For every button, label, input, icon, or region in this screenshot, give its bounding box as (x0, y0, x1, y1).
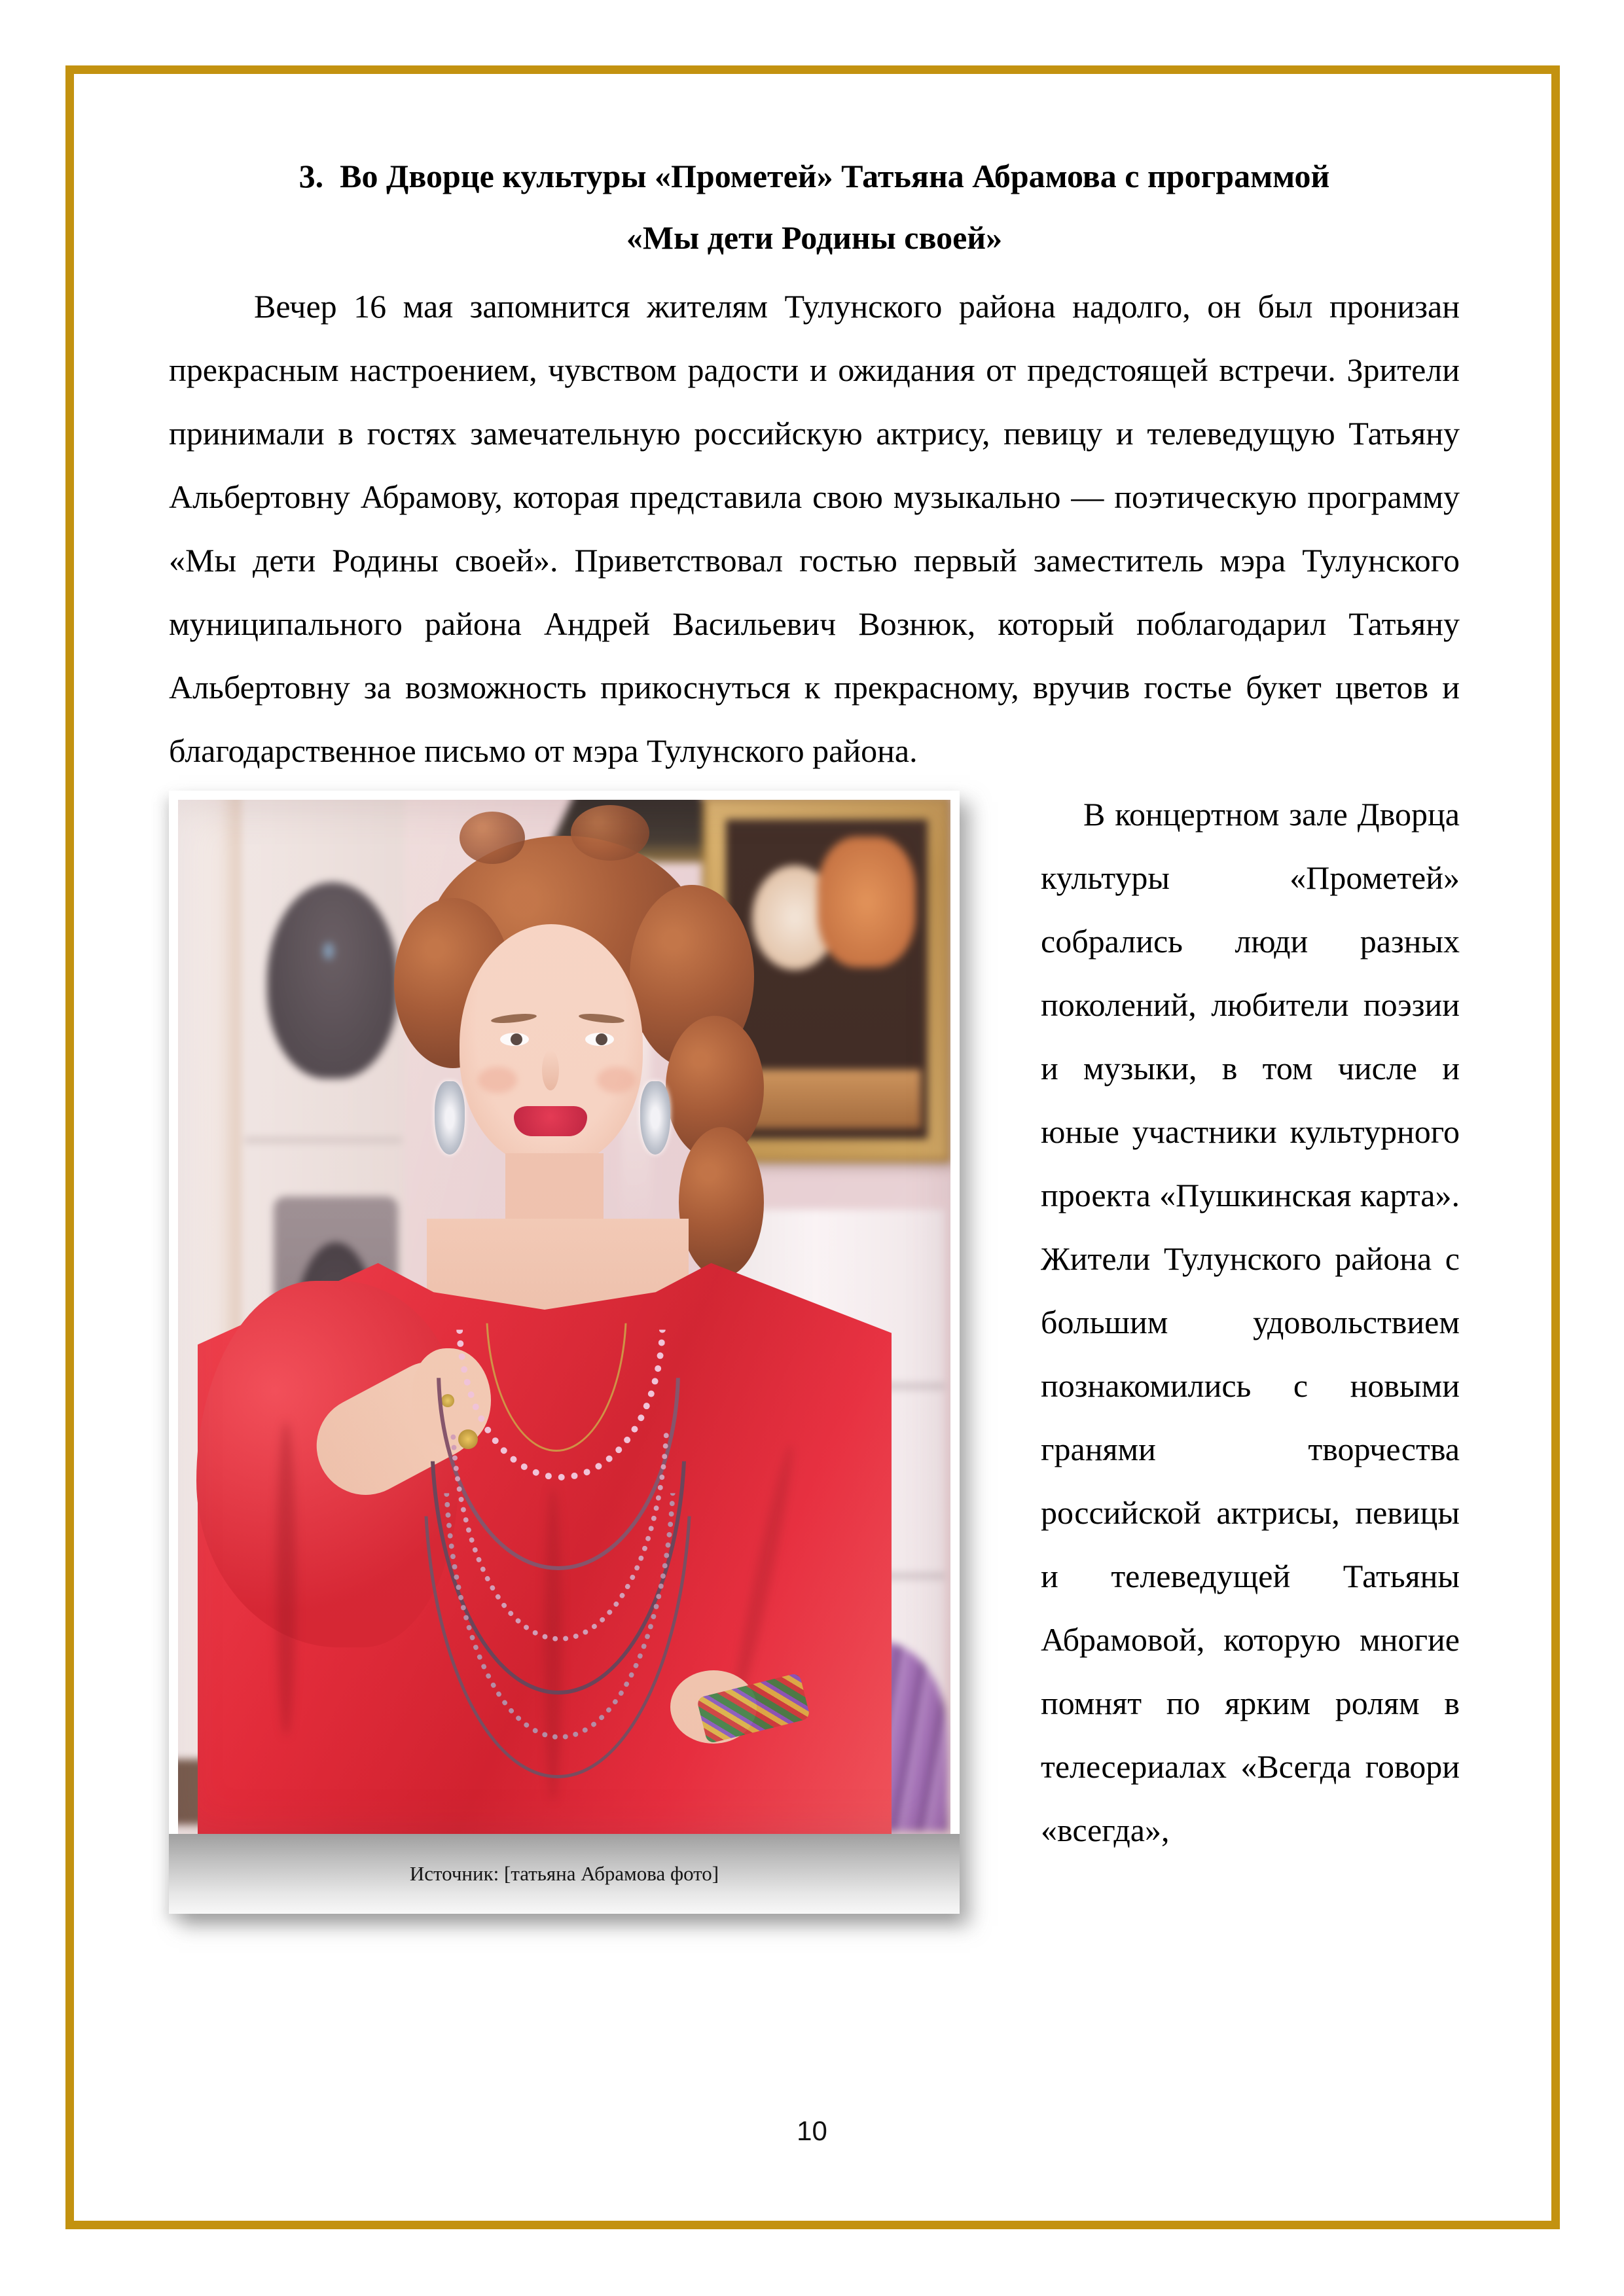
photo-caption-strip (169, 1834, 960, 1914)
paragraph-1-text: Вечер 16 мая запомнится жителям Тулунского района надолго, он был пронизан прекрасным настроением, чувством радости и ожидания от предстоящей встречи. Зрители принимали в гостях замечательную российскую актрису, певицу и телеведущую Татьяну Альбертовну Абрамову, которая представила свою музыкально — поэтическую программу «Мы дети Родины своей». Приветствовал гостью первый заместитель мэра Тулунского муниципального района Андрей Васильевич Вознюк, который поблагодарил Татьяну Альбертовну за возможность прикоснуться к прекрасному, вручив гостье букет цветов и благодарственное письмо от мэра Тулунского района. (169, 288, 1460, 769)
photo-vignette (178, 800, 950, 1834)
paragraph-2-block (169, 783, 1460, 1885)
article-title-line-1: 3. Во Дворце культуры «Прометей» Татьяна Абрамова с программой (298, 158, 1330, 194)
photo-woman (178, 800, 950, 1834)
page-number: 10 (797, 2115, 827, 2146)
page-content (169, 145, 1460, 1914)
photo-tatyana-abramova (178, 800, 950, 1834)
photo-figure (169, 791, 960, 1914)
paragraph-1 (169, 275, 1460, 783)
article-title-line-2: «Мы дети Родины своей» (626, 219, 1003, 256)
article-title (169, 145, 1460, 268)
photo-caption: Источник: [татьяна Абрамова фото] (409, 1862, 719, 1885)
paragraph-2-text: В концертном зале Дворца культуры «Прометей» собрались люди разных поколений, любители поэзии и музыки, в том числе и юные участники культурного проекта «Пушкинская карта». Жители Тулунского района с большим удовольствием познакомились с новыми гранями творчества российской актрисы, певицы и телеведущей Татьяны Абрамовой, которую многие помнят по ярким ролям в телесериалах «Всегда говори «всегда», (1041, 796, 1460, 1848)
